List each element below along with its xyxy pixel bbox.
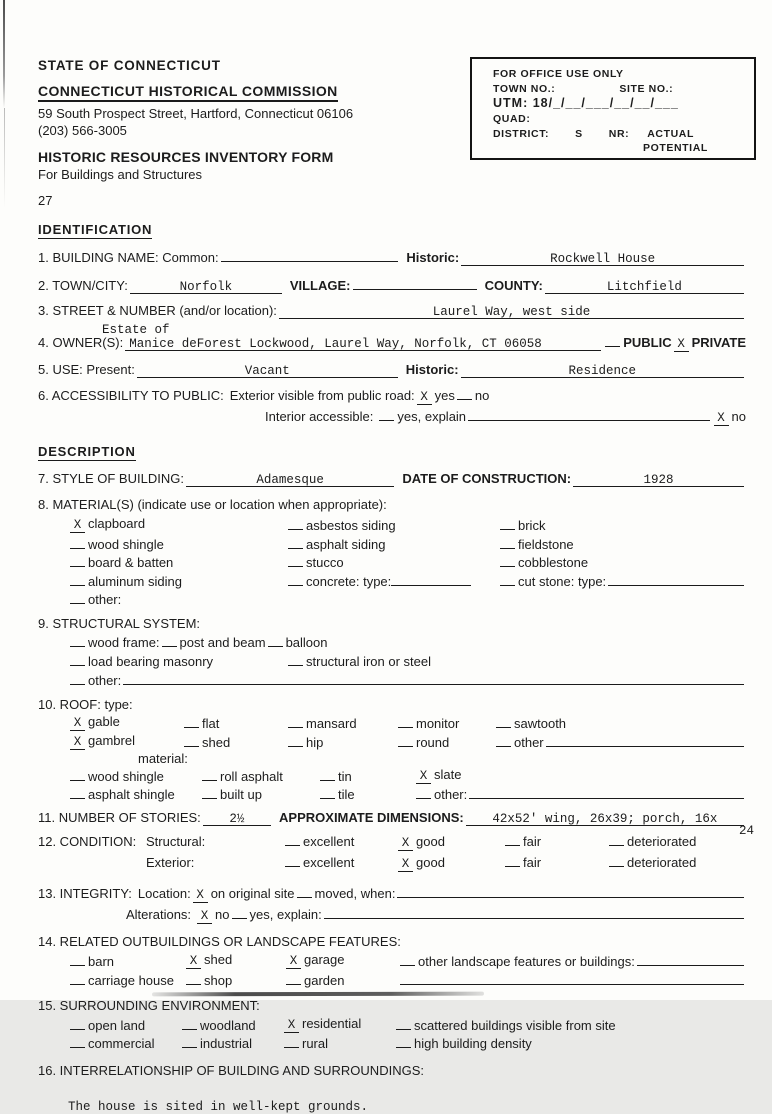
integrity-label: 13. INTEGRITY: xyxy=(38,886,132,901)
public-label: PUBLIC xyxy=(623,335,672,350)
fieldstone-checkbox xyxy=(500,535,515,549)
sawtooth-checkbox xyxy=(496,714,511,728)
site-no-label: SITE NO.: xyxy=(619,83,674,95)
asbestos-siding-label: asbestos siding xyxy=(306,518,396,533)
integrity-location-row xyxy=(38,884,746,903)
shed-out-checkbox: X xyxy=(186,955,201,969)
integrity-alterations-row xyxy=(126,905,746,924)
roof-label: 10. ROOF: type: xyxy=(38,697,133,712)
woodland-checkbox xyxy=(182,1016,197,1030)
built-up-label: built up xyxy=(220,787,262,802)
fieldstone-label: fieldstone xyxy=(518,536,574,552)
monitor-checkbox xyxy=(398,714,413,728)
materials-label: 8. MATERIAL(S) (indicate use or location when appropriate): xyxy=(38,497,387,512)
exterior-deteriorated-checkbox xyxy=(609,853,624,867)
building-name-label: 1. BUILDING NAME: Common: xyxy=(38,250,219,265)
exterior-fair-label: fair xyxy=(523,855,542,870)
exterior-deteriorated-label: deteriorated xyxy=(627,855,697,870)
rural-checkbox xyxy=(284,1034,299,1048)
building-name-row xyxy=(38,248,746,266)
style-field: Adamesque xyxy=(186,473,394,487)
structural-good-checkbox: X xyxy=(398,837,413,851)
monitor-label: monitor xyxy=(416,716,460,731)
structural-system-label: 9. STRUCTURAL SYSTEM: xyxy=(38,616,201,631)
county-field: Litchfield xyxy=(545,280,744,294)
construction-date-label: DATE OF CONSTRUCTION: xyxy=(402,471,572,486)
industrial-checkbox xyxy=(182,1034,197,1048)
district-potential-label: POTENTIAL xyxy=(643,142,708,154)
condition-exterior-label: Exterior: xyxy=(146,855,195,870)
condition-structural-label: Structural: xyxy=(146,834,206,849)
other-landscape-field xyxy=(637,952,744,966)
condition-structural-row xyxy=(38,832,746,851)
shop-label: shop xyxy=(204,972,233,988)
exterior-excellent-checkbox xyxy=(285,853,300,867)
mansard-label: mansard xyxy=(306,716,357,731)
shop-checkbox xyxy=(186,971,201,985)
exterior-good-checkbox: X xyxy=(398,858,413,872)
board-batten-label: board & batten xyxy=(88,555,174,570)
interior-accessible-row xyxy=(265,407,746,426)
scattered-buildings-label: scattered buildings visible from site xyxy=(414,1017,616,1033)
district-actual-label: ACTUAL xyxy=(647,128,694,140)
wood-shingle-label: wood shingle xyxy=(88,536,164,552)
exterior-no-checkbox xyxy=(457,386,472,400)
load-bearing-checkbox xyxy=(70,652,85,666)
sawtooth-label: sawtooth xyxy=(514,716,567,731)
board-batten-checkbox xyxy=(70,553,85,567)
clapboard-label: clapboard xyxy=(88,516,146,531)
structural-other-field xyxy=(123,671,744,685)
accessibility-label: 6. ACCESSIBILITY TO PUBLIC: xyxy=(38,388,224,403)
district-nr-label: NR: xyxy=(608,128,630,140)
load-bearing-label: load bearing masonry xyxy=(88,654,214,669)
roof-wood-shingle-checkbox xyxy=(70,767,85,781)
dimensions-label: APPROXIMATE DIMENSIONS: xyxy=(279,810,464,825)
dimensions-field-wrap: 24 xyxy=(738,824,754,838)
village-label: VILLAGE: xyxy=(289,278,351,293)
mansard-checkbox xyxy=(288,714,303,728)
moved-label: moved, when: xyxy=(314,886,396,901)
cut-stone-checkbox xyxy=(500,572,515,586)
shed-label: shed xyxy=(202,734,231,750)
stories-row xyxy=(38,810,754,838)
owner-field: Manice deForest Lockwood, Laurel Way, Norfolk, CT 06058 xyxy=(125,337,601,351)
alterations-explain-field xyxy=(324,905,744,919)
utm-label: UTM: 18 xyxy=(493,96,549,110)
private-checkbox: X xyxy=(674,338,689,352)
public-checkbox xyxy=(605,333,620,347)
alterations-label: Alterations: xyxy=(126,907,192,922)
materials-grid xyxy=(68,516,746,607)
material-other-label: other: xyxy=(88,592,122,607)
interior-no-checkbox: X xyxy=(714,412,729,426)
iron-steel-label: structural iron or steel xyxy=(306,654,431,669)
building-name-historic-field: Rockwell House xyxy=(461,252,744,266)
scattered-buildings-checkbox xyxy=(396,1016,411,1030)
stories-field: 2½ xyxy=(203,812,271,826)
roof-material-grid xyxy=(68,767,746,803)
exterior-excellent-label: excellent xyxy=(303,855,355,870)
structural-excellent-checkbox xyxy=(285,832,300,846)
roof-type-grid xyxy=(68,714,746,750)
alterations-yes-checkbox xyxy=(232,905,247,919)
county-label: COUNTY: xyxy=(484,278,543,293)
commercial-label: commercial xyxy=(88,1036,155,1051)
identification-section-title: IDENTIFICATION xyxy=(38,222,153,237)
woodland-label: woodland xyxy=(200,1017,256,1033)
structural-fair-label: fair xyxy=(523,834,542,849)
district-label: DISTRICT: xyxy=(493,128,550,140)
roof-material-label: material: xyxy=(138,750,188,766)
structural-deteriorated-checkbox xyxy=(609,832,624,846)
structural-deteriorated-label: deteriorated xyxy=(627,834,697,849)
scan-edge-artifact xyxy=(3,0,5,108)
roof-material-other-label: other: xyxy=(434,787,468,802)
owner-estate-of-note: Estate of xyxy=(102,323,170,337)
integrity-location-label: Location: xyxy=(137,886,191,901)
wood-frame-label: wood frame: xyxy=(88,635,160,650)
exterior-no-label: no xyxy=(474,388,490,403)
concrete-label: concrete: type: xyxy=(306,573,392,589)
commission-address: 59 South Prospect Street, Hartford, Connecticut 06106 xyxy=(38,106,354,121)
cut-stone-type-field xyxy=(608,572,744,586)
gable-label: gable xyxy=(88,714,120,729)
building-name-common-field xyxy=(221,248,399,262)
condition-exterior-row xyxy=(38,853,746,872)
stucco-label: stucco xyxy=(306,555,344,570)
other-landscape-checkbox xyxy=(400,952,415,966)
tile-checkbox xyxy=(320,785,335,799)
structural-row-3 xyxy=(68,671,746,688)
concrete-type-field xyxy=(391,585,471,586)
asphalt-shingle-label: asphalt shingle xyxy=(88,787,175,802)
street-number-row xyxy=(38,303,746,319)
residential-label: residential xyxy=(302,1015,362,1031)
village-field xyxy=(353,276,477,290)
exterior-yes-label: yes xyxy=(434,388,455,403)
town-city-field: Norfolk xyxy=(130,280,282,294)
moved-checkbox xyxy=(297,884,312,898)
commercial-checkbox xyxy=(70,1034,85,1048)
tin-checkbox xyxy=(320,767,335,781)
structural-good-label: good xyxy=(416,834,445,849)
environment-label: 15. SURROUNDING ENVIRONMENT: xyxy=(38,997,260,1013)
wood-shingle-checkbox xyxy=(70,535,85,549)
hip-label: hip xyxy=(306,734,324,750)
scan-edge-artifact-faint xyxy=(4,108,5,208)
garage-checkbox: X xyxy=(286,955,301,969)
alterations-no-label: no xyxy=(215,907,230,922)
garden-label: garden xyxy=(304,972,345,988)
concrete-checkbox xyxy=(288,572,303,586)
clapboard-checkbox: X xyxy=(70,519,85,533)
aluminum-siding-label: aluminum siding xyxy=(88,573,182,589)
hip-checkbox xyxy=(288,733,303,747)
interrelationship-label: 16. INTERRELATIONSHIP OF BUILDING AND SURROUNDINGS: xyxy=(38,1063,424,1078)
private-label: PRIVATE xyxy=(691,335,746,350)
asphalt-siding-checkbox xyxy=(288,535,303,549)
asbestos-siding-checkbox xyxy=(288,516,303,530)
page-number: 27 xyxy=(38,193,53,208)
tin-label: tin xyxy=(338,768,352,784)
roof-wood-shingle-label: wood shingle xyxy=(88,768,164,784)
barn-checkbox xyxy=(70,952,85,966)
town-city-row xyxy=(38,276,746,294)
open-land-checkbox xyxy=(70,1016,85,1030)
state-heading: STATE OF CONNECTICUT xyxy=(38,58,221,73)
slate-label: slate xyxy=(434,766,462,782)
interior-explain-field xyxy=(468,407,709,421)
roll-asphalt-label: roll asphalt xyxy=(220,768,283,784)
exterior-fair-checkbox xyxy=(505,853,520,867)
structural-other-label: other: xyxy=(88,673,122,688)
high-density-checkbox xyxy=(396,1034,411,1048)
style-label: 7. STYLE OF BUILDING: xyxy=(38,471,184,486)
office-use-title: FOR OFFICE USE ONLY xyxy=(493,68,624,80)
rural-label: rural xyxy=(302,1036,329,1051)
material-other-checkbox xyxy=(70,590,85,604)
flat-label: flat xyxy=(202,716,220,731)
use-label: 5. USE: Present: xyxy=(38,362,135,377)
tile-label: tile xyxy=(338,787,355,802)
cobblestone-label: cobblestone xyxy=(518,555,589,570)
structural-fair-checkbox xyxy=(505,832,520,846)
roll-asphalt-checkbox xyxy=(202,767,217,781)
asphalt-siding-label: asphalt siding xyxy=(306,536,386,552)
round-checkbox xyxy=(398,733,413,747)
interior-accessible-label: Interior accessible: xyxy=(265,409,374,424)
post-and-beam-checkbox xyxy=(162,633,177,647)
other-landscape-field-2 xyxy=(400,971,744,985)
exterior-yes-checkbox: X xyxy=(417,391,432,405)
garage-label: garage xyxy=(304,952,345,967)
interior-no-label: no xyxy=(731,409,746,424)
owner-label: 4. OWNER(S): xyxy=(38,335,124,350)
flat-checkbox xyxy=(184,714,199,728)
other-landscape-label: other landscape features or buildings: xyxy=(418,954,635,969)
utm-slots: /_/__/___/__/__/___ xyxy=(548,96,679,110)
town-no-label: TOWN NO.: xyxy=(493,83,556,95)
interrelationship-note: The house is sited in well-kept grounds. xyxy=(68,1100,369,1114)
form-title: HISTORIC RESOURCES INVENTORY FORM xyxy=(38,149,334,165)
street-number-field: Laurel Way, west side xyxy=(279,305,744,319)
alterations-yes-label: yes, explain: xyxy=(249,907,322,922)
open-land-label: open land xyxy=(88,1017,146,1033)
balloon-label: balloon xyxy=(285,635,328,650)
asphalt-shingle-checkbox xyxy=(70,785,85,799)
post-and-beam-label: post and beam xyxy=(179,635,266,650)
stories-label: 11. NUMBER OF STORIES: xyxy=(38,810,201,825)
cobblestone-checkbox xyxy=(500,553,515,567)
quad-label: QUAD: xyxy=(493,113,531,125)
balloon-checkbox xyxy=(268,633,283,647)
commission-heading: CONNECTICUT HISTORICAL COMMISSION xyxy=(38,83,338,102)
high-density-label: high building density xyxy=(414,1036,532,1051)
roof-material-other-checkbox xyxy=(416,785,431,799)
brick-label: brick xyxy=(518,518,546,533)
residential-checkbox: X xyxy=(284,1019,299,1033)
wood-frame-checkbox xyxy=(70,633,85,647)
on-original-site-label: on original site xyxy=(210,886,295,901)
on-original-site-checkbox: X xyxy=(193,889,208,903)
style-row xyxy=(38,471,746,487)
structural-excellent-label: excellent xyxy=(303,834,355,849)
street-number-label: 3. STREET & NUMBER (and/or location): xyxy=(38,303,277,318)
structural-other-checkbox xyxy=(70,671,85,685)
commission-phone: (203) 566-3005 xyxy=(38,123,127,138)
environment-grid xyxy=(68,1016,746,1052)
built-up-checkbox xyxy=(202,785,217,799)
exterior-good-label: good xyxy=(416,855,445,870)
slate-checkbox: X xyxy=(416,770,431,784)
roof-other-label: other xyxy=(514,734,544,750)
gambrel-checkbox: X xyxy=(70,736,85,750)
construction-date-field: 1928 xyxy=(573,473,744,487)
shed-out-label: shed xyxy=(204,952,233,967)
industrial-label: industrial xyxy=(200,1036,253,1051)
use-historic-field: Residence xyxy=(461,364,744,378)
roof-other-field xyxy=(546,733,744,747)
cut-stone-label: cut stone: type: xyxy=(518,573,607,589)
moved-when-field xyxy=(397,884,744,898)
condition-label: 12. CONDITION: xyxy=(38,834,137,849)
interior-yes-label: yes, explain xyxy=(397,409,467,424)
outbuildings-grid xyxy=(68,952,746,988)
structural-row-2 xyxy=(68,652,746,669)
outbuildings-label: 14. RELATED OUTBUILDINGS OR LANDSCAPE FEATURES: xyxy=(38,934,401,949)
shed-checkbox xyxy=(184,733,199,747)
brick-checkbox xyxy=(500,516,515,530)
gable-checkbox: X xyxy=(70,717,85,731)
district-s-label: S xyxy=(575,128,583,140)
description-section-title: DESCRIPTION xyxy=(38,444,136,459)
garden-checkbox xyxy=(286,971,301,985)
accessibility-row xyxy=(38,386,746,405)
dimensions-field: 42x52' wing, 26x39; porch, 16x xyxy=(466,812,744,826)
use-present-field: Vacant xyxy=(137,364,398,378)
use-historic-label: Historic: xyxy=(405,362,459,377)
alterations-no-checkbox: X xyxy=(197,910,212,924)
exterior-visible-label: Exterior visible from public road: xyxy=(229,388,415,403)
roof-other-checkbox xyxy=(496,733,511,747)
building-name-historic-label: Historic: xyxy=(406,250,460,265)
carriage-house-label: carriage house xyxy=(88,972,174,988)
aluminum-siding-checkbox xyxy=(70,572,85,586)
carriage-house-checkbox xyxy=(70,971,85,985)
structural-row-1 xyxy=(68,633,746,650)
gambrel-label: gambrel xyxy=(88,732,135,748)
town-city-label: 2. TOWN/CITY: xyxy=(38,278,128,293)
use-row xyxy=(38,362,746,378)
stucco-checkbox xyxy=(288,553,303,567)
form-subtitle: For Buildings and Structures xyxy=(38,167,203,182)
roof-material-other-field xyxy=(469,785,744,799)
interior-yes-checkbox xyxy=(379,407,394,421)
iron-steel-checkbox xyxy=(288,652,303,666)
barn-label: barn xyxy=(88,954,115,969)
round-label: round xyxy=(416,734,450,750)
